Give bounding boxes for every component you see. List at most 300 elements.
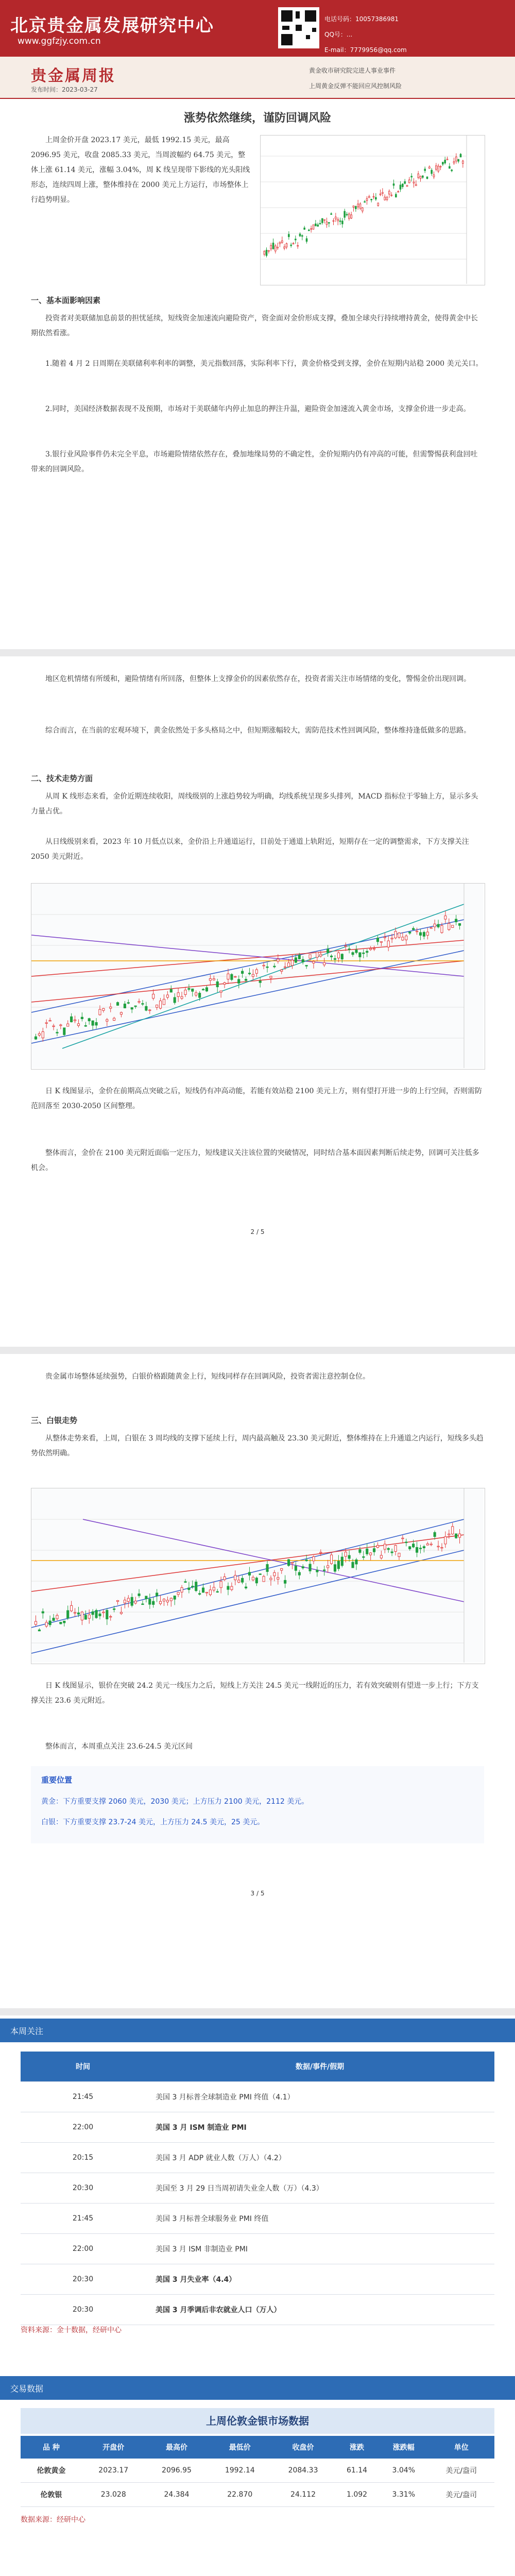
candle-body <box>238 979 240 983</box>
candle-body <box>449 166 451 168</box>
candle-body <box>120 1012 122 1014</box>
candle-body <box>409 932 411 933</box>
candle-body <box>359 204 361 209</box>
candle-body <box>242 1578 244 1582</box>
key-levels-box <box>31 1766 484 1843</box>
candle-body <box>255 1578 258 1583</box>
candle-body <box>286 244 287 247</box>
candle-body <box>159 1601 161 1604</box>
candle-body <box>127 1003 129 1004</box>
candle-body <box>181 996 183 998</box>
candle-body <box>295 958 297 962</box>
candle-body <box>231 974 233 979</box>
candle-body <box>416 184 417 185</box>
event-row <box>21 2112 494 2143</box>
candle-body <box>423 1547 425 1548</box>
candle-body <box>152 994 154 998</box>
candle-body <box>453 162 455 163</box>
event-row <box>21 2082 494 2112</box>
candle-body <box>387 941 389 947</box>
candle-body <box>316 952 318 957</box>
candle-body <box>345 1552 347 1556</box>
candle-body <box>440 166 441 167</box>
key-levels-title: 重要位置 <box>41 1775 73 1785</box>
candle-body <box>429 167 431 168</box>
page-3 <box>0 1354 515 2008</box>
candle-body <box>71 1605 73 1611</box>
candle-body <box>441 925 443 933</box>
events-header-time: 时间 <box>21 2052 145 2082</box>
prices-header-cell: 开盘价 <box>82 2436 145 2459</box>
candle-body <box>110 1616 112 1617</box>
event-name: 美国 3 月 ISM 非制造业 PMI <box>145 2234 494 2264</box>
candle-body <box>295 239 297 240</box>
page-separator <box>0 2008 515 2015</box>
prices-header-cell: 涨跌幅 <box>379 2436 428 2459</box>
event-time: 20:30 <box>21 2295 145 2325</box>
candle-body <box>298 1572 300 1575</box>
candle-body <box>306 239 307 241</box>
candle-body <box>291 960 293 965</box>
candle-body <box>124 1004 126 1008</box>
candle-body <box>42 1612 44 1613</box>
candle-body <box>406 185 408 187</box>
candle-body <box>426 177 428 178</box>
candle-body <box>402 184 404 187</box>
event-time: 20:30 <box>21 2173 145 2204</box>
candle-body <box>266 967 268 968</box>
candle-body <box>327 949 329 953</box>
candle-body <box>380 194 381 195</box>
candle-body <box>352 1562 354 1568</box>
article-headline: 涨势依然继续，谨防回调风险 <box>183 112 331 125</box>
candle-body <box>156 1593 158 1596</box>
candle-body <box>458 1534 460 1537</box>
candle-body <box>404 181 406 183</box>
candle-body <box>413 1544 415 1547</box>
candle-body <box>149 1010 151 1011</box>
candle-body <box>181 1587 183 1592</box>
event-row <box>21 2264 494 2295</box>
candle-body <box>444 916 447 919</box>
qr-code-icon <box>278 7 319 48</box>
candle-body <box>281 970 283 972</box>
silver-daily-chart-svg <box>31 1488 484 1663</box>
candle-body <box>159 1001 161 1008</box>
candle-body <box>259 981 261 982</box>
prices-cell: 3.04% <box>379 2459 428 2483</box>
candle-body <box>127 1598 129 1601</box>
candle-body <box>386 197 388 200</box>
candle-body <box>84 1026 87 1027</box>
candle-body <box>339 221 341 222</box>
candle-body <box>255 970 258 973</box>
candle-body <box>60 1622 62 1624</box>
event-name: 美国 3 月 ISM 制造业 PMI <box>145 2112 494 2143</box>
candle-body <box>409 180 410 183</box>
candle-body <box>341 1557 343 1566</box>
candle-body <box>152 1601 154 1604</box>
events-source: 资料来源：金十数据，经研中心 <box>21 2326 122 2334</box>
candle-body <box>192 989 194 991</box>
candle-body <box>400 185 401 189</box>
page-number: 3 / 5 <box>250 1890 265 1897</box>
event-row <box>21 2204 494 2234</box>
candle-body <box>405 936 407 940</box>
candle-body <box>84 1615 87 1619</box>
candle-body <box>293 243 294 244</box>
candle-body <box>266 1565 268 1572</box>
event-row <box>21 2295 494 2325</box>
candle-body <box>56 1615 58 1619</box>
candle-body <box>174 1596 176 1600</box>
events-header-event: 数据/事件/假期 <box>145 2052 494 2082</box>
page-3-paragraph-4: 整体而言，本周重点关注 23.6-24.5 美元区间 <box>45 1742 193 1751</box>
section-1-paragraph-2: 1.随着 4 月 2 日周期在美联储利率利率的调整，美元指数回落，实际利率下行，黄金价格受到支撑，金价在短期内站稳 2000 美元关口。 <box>45 360 483 368</box>
candle-body <box>398 933 400 938</box>
gold-weekly-chart <box>260 135 485 285</box>
section-3-title: 三、白银走势 <box>31 1416 78 1425</box>
candle-body <box>437 924 439 927</box>
prices-cell: 1.092 <box>335 2483 379 2507</box>
candle-body <box>455 919 457 922</box>
candle-body <box>170 989 172 992</box>
events-table-body <box>21 2082 494 2325</box>
candle-body <box>333 221 334 222</box>
candle-body <box>323 962 325 965</box>
candle-body <box>38 1630 40 1631</box>
candle-body <box>364 201 366 202</box>
candle-body <box>370 948 372 950</box>
candle-body <box>441 1547 443 1548</box>
candle-body <box>462 161 464 163</box>
candle-body <box>113 1609 115 1610</box>
events-table-header <box>21 2052 494 2082</box>
prices-row <box>21 2483 494 2507</box>
candle-body <box>337 219 339 221</box>
candle-body <box>430 928 432 929</box>
candle-body <box>384 937 386 938</box>
candle-body <box>92 1021 94 1025</box>
candle-body <box>416 1547 418 1552</box>
candle-body <box>88 1019 90 1021</box>
candle-body <box>398 192 399 193</box>
prices-section-title: 交易数据 <box>10 2384 44 2394</box>
candle-body <box>431 170 433 174</box>
candle-body <box>357 204 359 207</box>
candle-body <box>324 219 325 221</box>
candle-body <box>402 1538 404 1539</box>
candle-body <box>452 1527 454 1534</box>
event-time: 20:15 <box>21 2143 145 2173</box>
candle-body <box>391 1552 393 1553</box>
prices-cell: 美元/盎司 <box>428 2483 494 2507</box>
candle-body <box>373 1549 375 1552</box>
candle-body <box>423 933 425 937</box>
event-time: 21:45 <box>21 2204 145 2234</box>
candle-body <box>334 959 336 960</box>
candle-body <box>418 174 419 177</box>
candle-body <box>63 1028 65 1035</box>
section-2-title: 二、技术走势方面 <box>31 774 93 783</box>
page-3-paragraph-1: 贵金属市场整体延续强势，白银价格跟随黄金上行，短线同样存在回调风险，投资者需注意控制仓位。 <box>45 1372 370 1381</box>
candle-body <box>282 241 283 243</box>
candle-body <box>370 1553 372 1555</box>
event-row <box>21 2234 494 2264</box>
events-section-bar <box>0 2019 515 2042</box>
candle-body <box>295 1566 297 1571</box>
candle-body <box>120 1612 122 1614</box>
gold-weekly-chart-svg <box>261 135 484 284</box>
candle-body <box>272 243 274 249</box>
candle-body <box>71 1016 73 1022</box>
candle-body <box>145 1596 147 1599</box>
candle-body <box>277 247 279 248</box>
page-3-paragraph-2: 从整体走势来看，上周，白银在 3 周均线的支撑下延续上行，周内最高触及 23.30 美元附近，整体维持在上升通道之内运行，短线多头趋势依然明确。 <box>31 1434 484 1458</box>
prices-cell: 3.31% <box>379 2483 428 2507</box>
candle-body <box>330 956 332 957</box>
candle-body <box>366 951 368 952</box>
candle-body <box>313 961 315 963</box>
masthead-note-2: 上周黄金反弹不能回应风控制风险 <box>309 82 402 90</box>
candle-body <box>351 215 352 218</box>
candle-body <box>142 1004 144 1005</box>
candle-body <box>359 953 361 957</box>
candle-body <box>81 1612 83 1620</box>
prices-cell: 24.112 <box>271 2483 335 2507</box>
candle-body <box>281 1568 283 1570</box>
candle-body <box>369 196 370 197</box>
candle-body <box>402 937 404 940</box>
candle-body <box>315 224 317 226</box>
candle-body <box>273 1572 276 1575</box>
page-2-paragraph-3: 从周 K 线形态来看，金价近期连续收阳，周线级别的上涨趋势较为明确，均线系统呈现多头排列，MACD 指标位于零轴上方，显示多头力量占优。 <box>31 792 478 816</box>
candle-body <box>113 1018 115 1020</box>
candle-body <box>377 203 379 206</box>
candle-body <box>259 1574 261 1575</box>
candle-body <box>284 247 285 248</box>
candle-body <box>124 1600 126 1603</box>
page-1 <box>0 0 515 649</box>
silver-daily-chart <box>31 1488 485 1664</box>
candle-body <box>199 1594 201 1595</box>
prices-section-bar <box>0 2376 515 2400</box>
gold-daily-chart-svg <box>31 884 484 1068</box>
candle-body <box>335 217 337 219</box>
candle-body <box>234 1575 236 1580</box>
candle-body <box>422 176 424 177</box>
candle-body <box>116 1601 118 1602</box>
candle-body <box>419 1548 421 1549</box>
candle-body <box>266 250 267 256</box>
candle-body <box>424 169 426 171</box>
prices-cell: 1992.14 <box>208 2459 271 2483</box>
candle-body <box>270 976 272 978</box>
candle-body <box>238 1580 240 1582</box>
candle-body <box>195 1582 197 1591</box>
candle-body <box>81 1017 83 1019</box>
candle-body <box>345 946 347 947</box>
event-time: 22:00 <box>21 2112 145 2143</box>
candle-body <box>456 157 457 161</box>
candle-body <box>434 924 436 927</box>
event-name: 美国 3 月标普全球服务业 PMI 终值 <box>145 2204 494 2234</box>
candle-body <box>220 1581 222 1587</box>
candle-body <box>308 230 310 231</box>
candle-body <box>149 1599 151 1604</box>
candle-body <box>330 1555 332 1564</box>
candle-body <box>460 154 461 157</box>
candle-body <box>387 1548 389 1549</box>
prices-row <box>21 2459 494 2483</box>
candle-body <box>199 993 201 998</box>
candle-body <box>376 1545 379 1547</box>
candle-body <box>290 245 292 246</box>
candle-body <box>438 166 439 171</box>
candle-body <box>53 1026 55 1027</box>
candle-body <box>202 1588 204 1592</box>
candle-body <box>334 1565 336 1571</box>
candle-body <box>234 976 236 977</box>
candle-body <box>92 1612 94 1615</box>
candle-body <box>442 162 444 164</box>
candle-body <box>287 1560 289 1566</box>
candle-body <box>355 207 357 209</box>
candle-body <box>184 1582 186 1583</box>
candle-body <box>77 1613 79 1614</box>
prices-cell: 伦敦银 <box>21 2483 82 2507</box>
contact-email[interactable]: E-mail：7779956@qq.com <box>324 46 407 54</box>
candle-body <box>389 191 390 194</box>
candle-body <box>38 1033 40 1035</box>
candle-body <box>409 1547 411 1549</box>
events-table <box>21 2052 494 2325</box>
candle-body <box>63 1621 65 1623</box>
prices-header-cell: 最高价 <box>145 2436 209 2459</box>
candle-body <box>380 942 382 943</box>
candle-body <box>366 199 368 201</box>
candle-body <box>447 159 448 160</box>
candle-body <box>305 1560 307 1561</box>
report-header <box>0 0 515 57</box>
candle-body <box>145 1006 147 1010</box>
candle-body <box>227 1586 229 1589</box>
candle-body <box>444 160 446 163</box>
org-site[interactable]: www.ggfzjy.com.cn <box>18 36 101 46</box>
candle-body <box>284 1580 286 1583</box>
candle-body <box>433 175 435 177</box>
candle-body <box>195 993 197 995</box>
candle-body <box>231 1586 233 1589</box>
candle-body <box>277 959 279 961</box>
candle-body <box>455 1534 457 1538</box>
page-2-paragraph-2: 综合而言，在当前的宏观环境下，黄金依然处于多头格局之中，但短期涨幅较大，需防范技术性回调风险，整体维持逢低做多的思路。 <box>45 726 471 735</box>
candle-body <box>329 223 330 224</box>
prices-header-cell: 涨跌 <box>335 2436 379 2459</box>
page-4 <box>0 2015 515 2576</box>
candle-body <box>209 1590 211 1595</box>
event-row <box>21 2143 494 2173</box>
prices-cell: 22.870 <box>208 2483 271 2507</box>
candle-body <box>327 1566 329 1568</box>
candle-body <box>331 214 332 215</box>
candle-body <box>363 953 365 954</box>
prices-table-body <box>21 2459 494 2507</box>
candle-body <box>322 218 323 223</box>
candle-body <box>88 1615 90 1618</box>
candle-body <box>67 1611 69 1618</box>
candle-body <box>413 928 415 929</box>
candle-body <box>216 981 218 987</box>
candle-body <box>220 991 222 992</box>
contact-phone: 电话号码：10057386981 <box>324 15 399 23</box>
candle-body <box>248 1572 250 1575</box>
events-section-title: 本周关注 <box>10 2026 44 2036</box>
candle-body <box>177 993 179 997</box>
candle-body <box>382 192 384 193</box>
section-1-paragraph-4: 3.银行业风险事件仍未完全平息，市场避险情绪依然存在，叠加地缘局势的不确定性，金价短期内仍有冲高的可能，但需警惕获利盘回吐带来的回调风险。 <box>31 450 478 473</box>
candle-body <box>288 234 290 237</box>
prices-table <box>21 2436 494 2507</box>
candle-body <box>188 1588 190 1589</box>
candle-body <box>366 1549 368 1554</box>
candle-body <box>188 988 190 989</box>
candle-body <box>263 1577 265 1582</box>
event-time: 20:30 <box>21 2264 145 2295</box>
prices-cell: 2023.17 <box>82 2459 145 2483</box>
candle-body <box>348 1555 350 1558</box>
candle-body <box>45 1622 47 1626</box>
candle-body <box>384 197 386 200</box>
candle-body <box>396 194 397 197</box>
section-1-paragraph-3: 2.同时，美国经济数据表现不及预期，市场对于美联储年内停止加息的押注升温，避险资金加速流入黄金市场，支撑金价进一步走高。 <box>45 405 471 413</box>
candle-body <box>348 949 350 950</box>
candle-body <box>394 1546 397 1552</box>
page-2-paragraph-5: 日 K 线图显示，金价在前期高点突破之后，短线仍有冲高动能，若能有效站稳 2100 美元上方，则有望打开进一步的上行空间，否则需防范回落至 2030-2050 区间整理。 <box>31 1087 482 1110</box>
candle-body <box>304 228 305 229</box>
candle-body <box>242 971 244 974</box>
candle-body <box>302 235 303 236</box>
candle-body <box>342 221 344 224</box>
org-title: 北京贵金属发展研究中心 <box>10 15 214 36</box>
candle-body <box>341 954 343 959</box>
candle-body <box>436 166 437 170</box>
candle-body <box>420 176 421 179</box>
candle-body <box>53 1618 55 1621</box>
candle-body <box>317 225 319 226</box>
candle-body <box>398 1553 400 1557</box>
silver-key-levels: 白银：下方重要支撑 23.7-24 美元，上方压力 24.5 美元，25 美元。 <box>41 1818 265 1826</box>
candle-body <box>35 1621 37 1624</box>
candle-body <box>352 953 354 955</box>
candle-body <box>224 1577 226 1580</box>
candle-body <box>102 1612 105 1613</box>
candle-body <box>202 989 204 990</box>
event-name: 美国至 3 月 29 日当周初请失业金人数（万）（4.3） <box>145 2173 494 2204</box>
candle-body <box>252 974 254 976</box>
contact-info <box>324 11 407 58</box>
candle-body <box>273 966 276 967</box>
prices-cell: 61.14 <box>335 2459 379 2483</box>
candle-body <box>405 1542 407 1543</box>
prices-header-cell: 最低价 <box>208 2436 271 2459</box>
candle-body <box>299 234 301 236</box>
candle-body <box>116 1003 118 1006</box>
candle-body <box>426 932 428 935</box>
candle-body <box>74 1020 76 1021</box>
candle-body <box>363 1557 365 1558</box>
candle-body <box>419 933 421 935</box>
